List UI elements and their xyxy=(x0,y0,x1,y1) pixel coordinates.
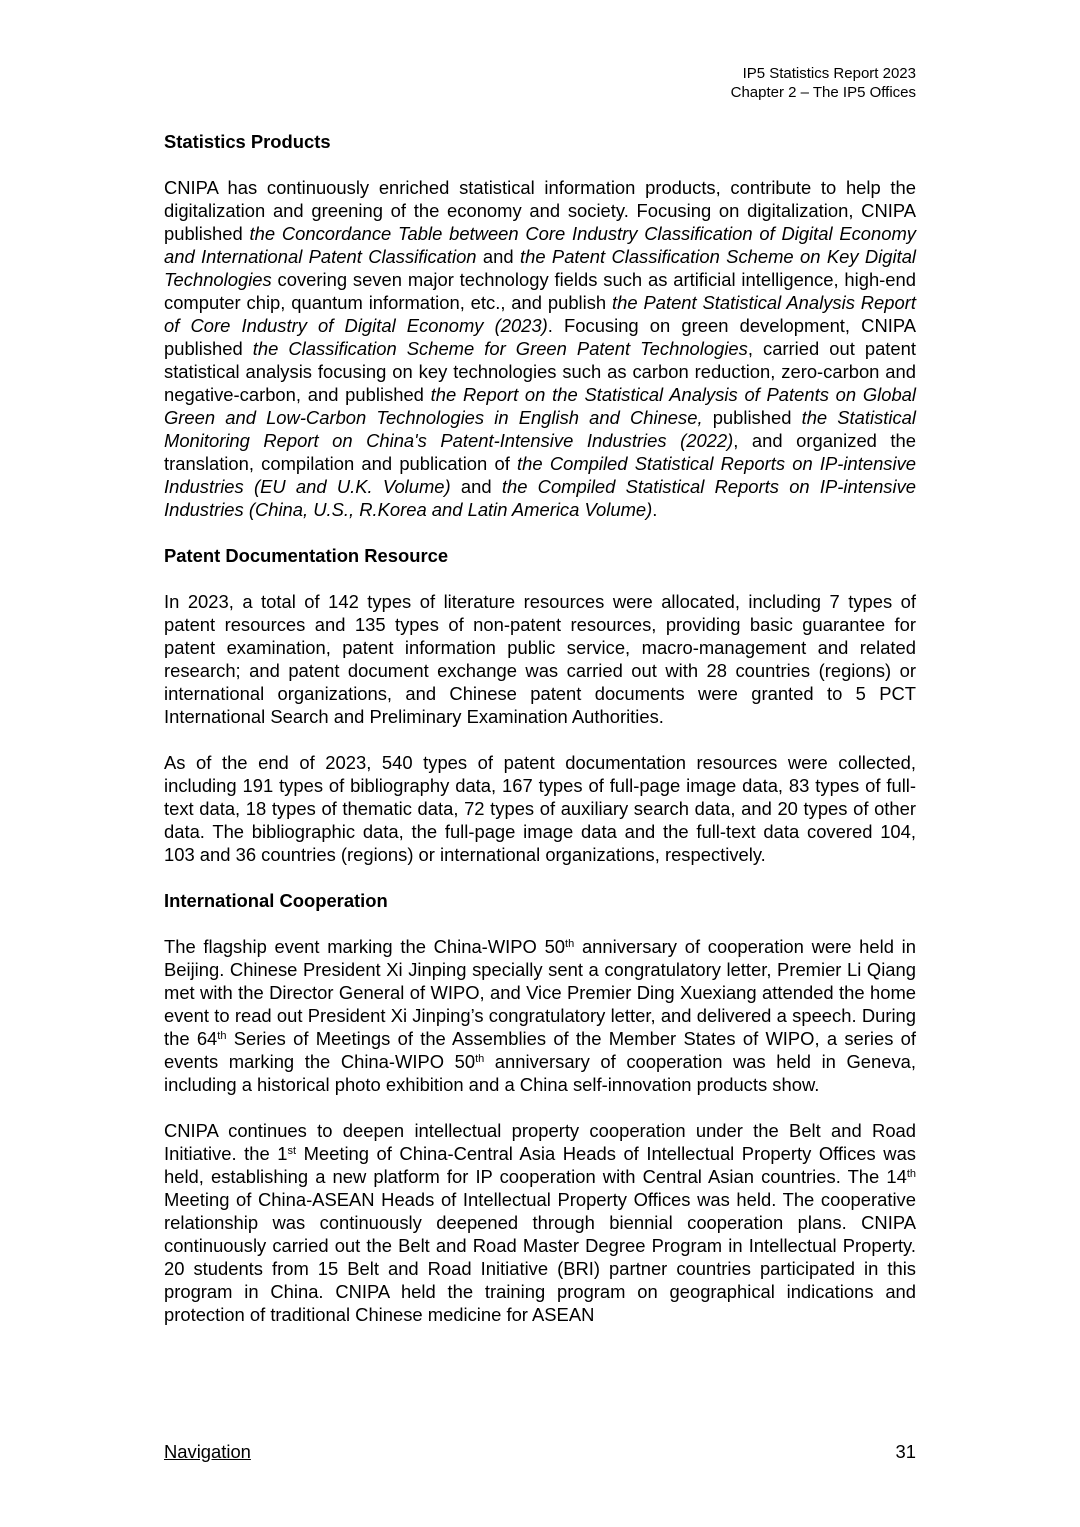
text-run: Meeting of China-Central Asia Heads of Intellectual Property Offices was held, establishing a new platform for IP cooperation with Central Asian countries. The 14 xyxy=(164,1143,916,1187)
document-body xyxy=(164,130,916,1349)
text-run: . Focusing on green development, CNIPA published xyxy=(164,315,916,359)
patent-documentation-paragraph-1: In 2023, a total of 142 types of literature resources were allocated, including 7 types of patent resources and 135 types of non-patent resources, providing basic guarantee for patent examination, patent information public service, macro-management and related research; and patent document exchange was carried out with 28 countries (regions) or international organizations, and Chinese patent documents were granted to 5 PCT International Search and Preliminary Examination Authorities. xyxy=(164,591,916,727)
navigation-link[interactable]: Navigation xyxy=(164,1441,251,1462)
document-title-italic: the Classification Scheme for Green Patent Technologies xyxy=(252,338,748,359)
international-cooperation-paragraph-2 xyxy=(164,1119,916,1326)
ordinal-superscript: th xyxy=(217,1030,227,1042)
text-run: Series of Meetings of the Assemblies of the Member States of WIPO, a series of events marking the China-WIPO 50 xyxy=(164,1028,916,1072)
text-run: CNIPA continues to deepen intellectual property cooperation under the Belt and Road Initiative. the 1 xyxy=(164,1120,916,1164)
statistics-products-paragraph xyxy=(164,176,916,521)
report-title: IP5 Statistics Report 2023 xyxy=(742,65,916,82)
chapter-title: Chapter 2 – The IP5 Offices xyxy=(730,84,916,101)
text-run: anniversary of cooperation was held in Geneva, including a historical photo exhibition and a China self-innovation products show. xyxy=(164,1051,916,1095)
text-run: Meeting of China-ASEAN Heads of Intellectual Property Offices was held. The cooperative relationship was continuously deepened through biennial cooperation plans. CNIPA continuously carried out the Belt and Road Master Degree Program in Intellectual Property. 20 students from 15 Belt and Road Initiative (BRI) partner countries participated in this program in China. CNIPA held the training program on geographical indications and protection of traditional Chinese medicine for ASEAN xyxy=(164,1189,916,1325)
text-run: . xyxy=(652,499,658,520)
document-title-italic: the Patent Classification Scheme on Key Digital Technologies xyxy=(164,246,917,290)
section-heading-statistics-products: Statistics Products xyxy=(164,131,331,152)
text-run: , and organized the translation, compilation and publication of xyxy=(164,430,916,474)
text-run: published xyxy=(702,407,802,428)
ordinal-superscript: th xyxy=(565,938,575,950)
document-title-italic: the Compiled Statistical Reports on IP-intensive Industries (EU and U.K. Volume) xyxy=(164,453,917,497)
section-heading-patent-documentation: Patent Documentation Resource xyxy=(164,545,449,566)
patent-documentation-paragraph-2: As of the end of 2023, 540 types of patent documentation resources were collected, including 191 types of bibliography data, 167 types of full-page image data, 83 types of full-text data, 18 types of thematic data, 72 types of auxiliary search data, and 20 types of other data. The bibliographic data, the full-page image data and the full-text data covered 104, 103 and 36 countries (regions) or international organizations, respectively. xyxy=(164,752,916,865)
text-run: CNIPA has continuously enriched statistical information products, contribute to help the digitalization and greening of the economy and society. Focusing on digitalization, CNIPA published xyxy=(164,177,916,244)
text-run: and xyxy=(476,246,520,267)
document-title-italic: the Compiled Statistical Reports on IP-intensive Industries (China, U.S., R.Korea and Latin America Volume) xyxy=(164,476,916,520)
document-title-italic: the Patent Statistical Analysis Report of Core Industry of Digital Economy (2023) xyxy=(164,292,916,336)
international-cooperation-paragraph-1 xyxy=(164,935,916,1096)
document-title-italic: the Statistical Monitoring Report on China's Patent-Intensive Industries (2022) xyxy=(164,407,916,451)
ordinal-superscript: st xyxy=(287,1145,297,1157)
text-run: The flagship event marking the China-WIPO 50 xyxy=(164,936,566,957)
document-title-italic: the Concordance Table between Core Industry Classification of Digital Economy and International Patent Classification xyxy=(164,223,916,267)
text-run: covering seven major technology fields such as artificial intelligence, high-end computer chip, quantum information, etc., and publish xyxy=(164,269,916,313)
text-run: and xyxy=(450,476,502,497)
document-title-italic: the Report on the Statistical Analysis of Patents on Global Green and Low-Carbon Technologies in English and Chinese, xyxy=(164,384,917,428)
ordinal-superscript: th xyxy=(906,1168,916,1180)
ordinal-superscript: th xyxy=(475,1053,485,1065)
page-number: 31 xyxy=(895,1441,916,1462)
text-run: , carried out patent statistical analysis focusing on key technologies such as carbon reduction, zero-carbon and negative-carbon, and published xyxy=(164,338,916,405)
section-heading-international-cooperation: International Cooperation xyxy=(164,890,388,911)
text-run: anniversary of cooperation were held in Beijing. Chinese President Xi Jinping specially sent a congratulatory letter, Premier Li Qiang met with the Director General of WIPO, and Vice Premier Ding Xuexiang attended the home event to read out President Xi Jinping’s congratulatory letter, and delivered a speech. During the 64 xyxy=(164,936,916,1049)
page-header xyxy=(731,64,916,102)
